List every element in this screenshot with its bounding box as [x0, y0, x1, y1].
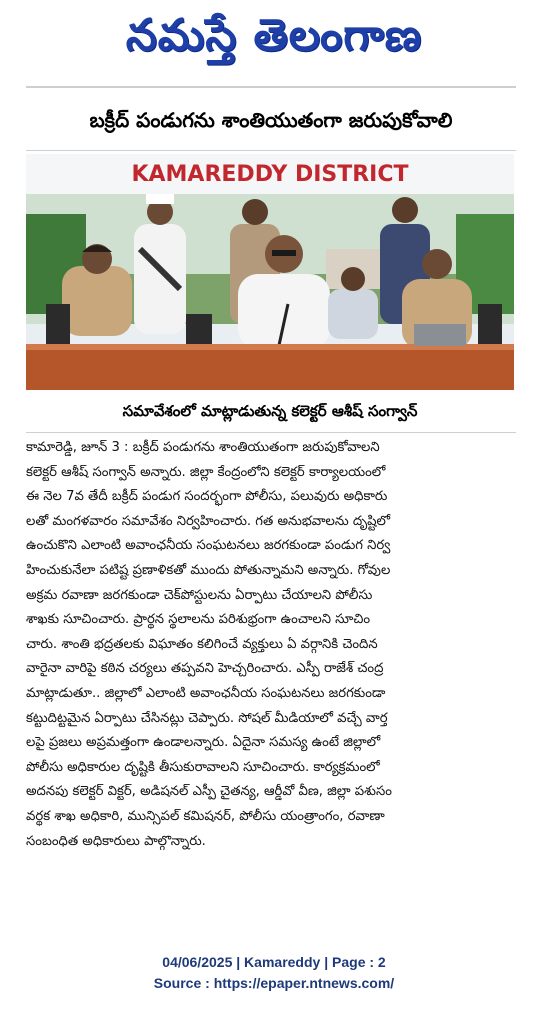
article-body-line: కట్టుదిట్టమైన ఏర్పాటు చేసినట్లు చెప్పారు. సోషల్ మీడియాలో వచ్చే వార్త: [26, 710, 388, 726]
article-body-line: సంబంధిత అధికారులు పాల్గొన్నారు.: [26, 833, 206, 849]
article-body: [26, 436, 518, 854]
footer-date-line: 04/06/2025 | Kamareddy | Page : 2: [162, 954, 386, 970]
article-body-line: చారు. శాంతి భద్రతలకు విఘాతం కలిగించే వ్యక్తులు ఏ వర్గానికి చెందిన: [26, 636, 378, 652]
article-body-line: వారైనా వారిపై కఠిన చర్యలు తప్పవని హెచ్చరించారు. ఎస్పీ రాజేశ్ చంద్ర: [26, 661, 384, 677]
masthead-divider: [26, 86, 516, 88]
article-body-line: లపై ప్రజలు అప్రమత్తంగా ఉండాలన్నారు. ఏదైనా సమస్య ఉంటే జిల్లాలో: [26, 735, 381, 751]
caption-divider: [26, 432, 516, 433]
article-photo: [26, 154, 514, 390]
conference-table: [26, 344, 514, 390]
masthead-title: నమస్తే తెలంగాణ: [125, 10, 423, 61]
headline-divider: [26, 150, 516, 151]
article-body-line: కలెక్టర్ ఆశీష్ సంగ్వాన్ అన్నారు. జిల్లా కేంద్రంలోని కలెక్టర్ కార్యాలయంలో: [26, 464, 386, 480]
article-body-line: పోలీసు అధికారుల దృష్టికి తీసుకురావాలని సూచించారు. కార్యక్రమంలో: [26, 759, 380, 775]
article-body-line: హించుకునేలా పటిష్ట ప్రణాళికతో ముందు పోతున్నామని అన్నారు. గోవుల: [26, 562, 391, 578]
article-body-line: అక్రమ రవాణా జరగకుండా చెక్‌పోస్టులను ఏర్పాటు చేయాలని పోలీసు: [26, 587, 373, 603]
article-headline: బక్రీద్ పండుగను శాంతియుతంగా జరుపుకోవాలి: [89, 107, 453, 132]
article-body-line: అదనపు కలెక్టర్ విక్టర్, అడిషనల్ ఎస్పీ చైతన్య, ఆర్డీవో వీణ, జిల్లా పశుసం: [26, 784, 392, 800]
photo-banner-text: KAMAREDDY DISTRICT: [131, 162, 409, 187]
article-body-line: వర్థక శాఖ అధికారి, మున్సిపల్ కమిషనర్, పోలీసు యంత్రాంగం, రవాణా: [26, 808, 385, 824]
newspaper-masthead: [0, 0, 548, 82]
article-body-line: కామారెడ్డి, జూన్ 3 : బక్రీద్ పండుగను శాంతియుతంగా జరుపుకోవాలని: [26, 440, 380, 455]
article-body-line: ఉంచుకొని ఎలాంటి అవాంఛనీయ సంఘటనలు జరగకుండా పండుగ నిర్వ: [26, 538, 391, 554]
article-body-line: ఈ నెల 7వ తేదీ బక్రీద్ పండుగ సందర్భంగా పోలీసు, పలువురు అధికారు: [26, 489, 388, 505]
article-body-line: శాఖకు సూచించారు. ప్రార్థన స్థలాలను పరిశుభ్రంగా ఉంచాలని సూచిం: [26, 612, 371, 628]
article-body-line: మాట్లాడుతూ.. జిల్లాలో ఎలాంటి అవాంఛనీయ సంఘటనలు జరగకుండా: [26, 685, 386, 701]
article-body-line: లతో మంగళవారం సమావేశం నిర్వహించారు. గత అనుభవాలను దృష్టిలో: [26, 513, 391, 529]
photo-caption: సమావేశంలో మాట్లాడుతున్న కలెక్టర్ ఆశీష్ సంగ్వాన్: [122, 402, 418, 420]
footer-source-line: Source : https://epaper.ntnews.com/: [153, 975, 395, 991]
